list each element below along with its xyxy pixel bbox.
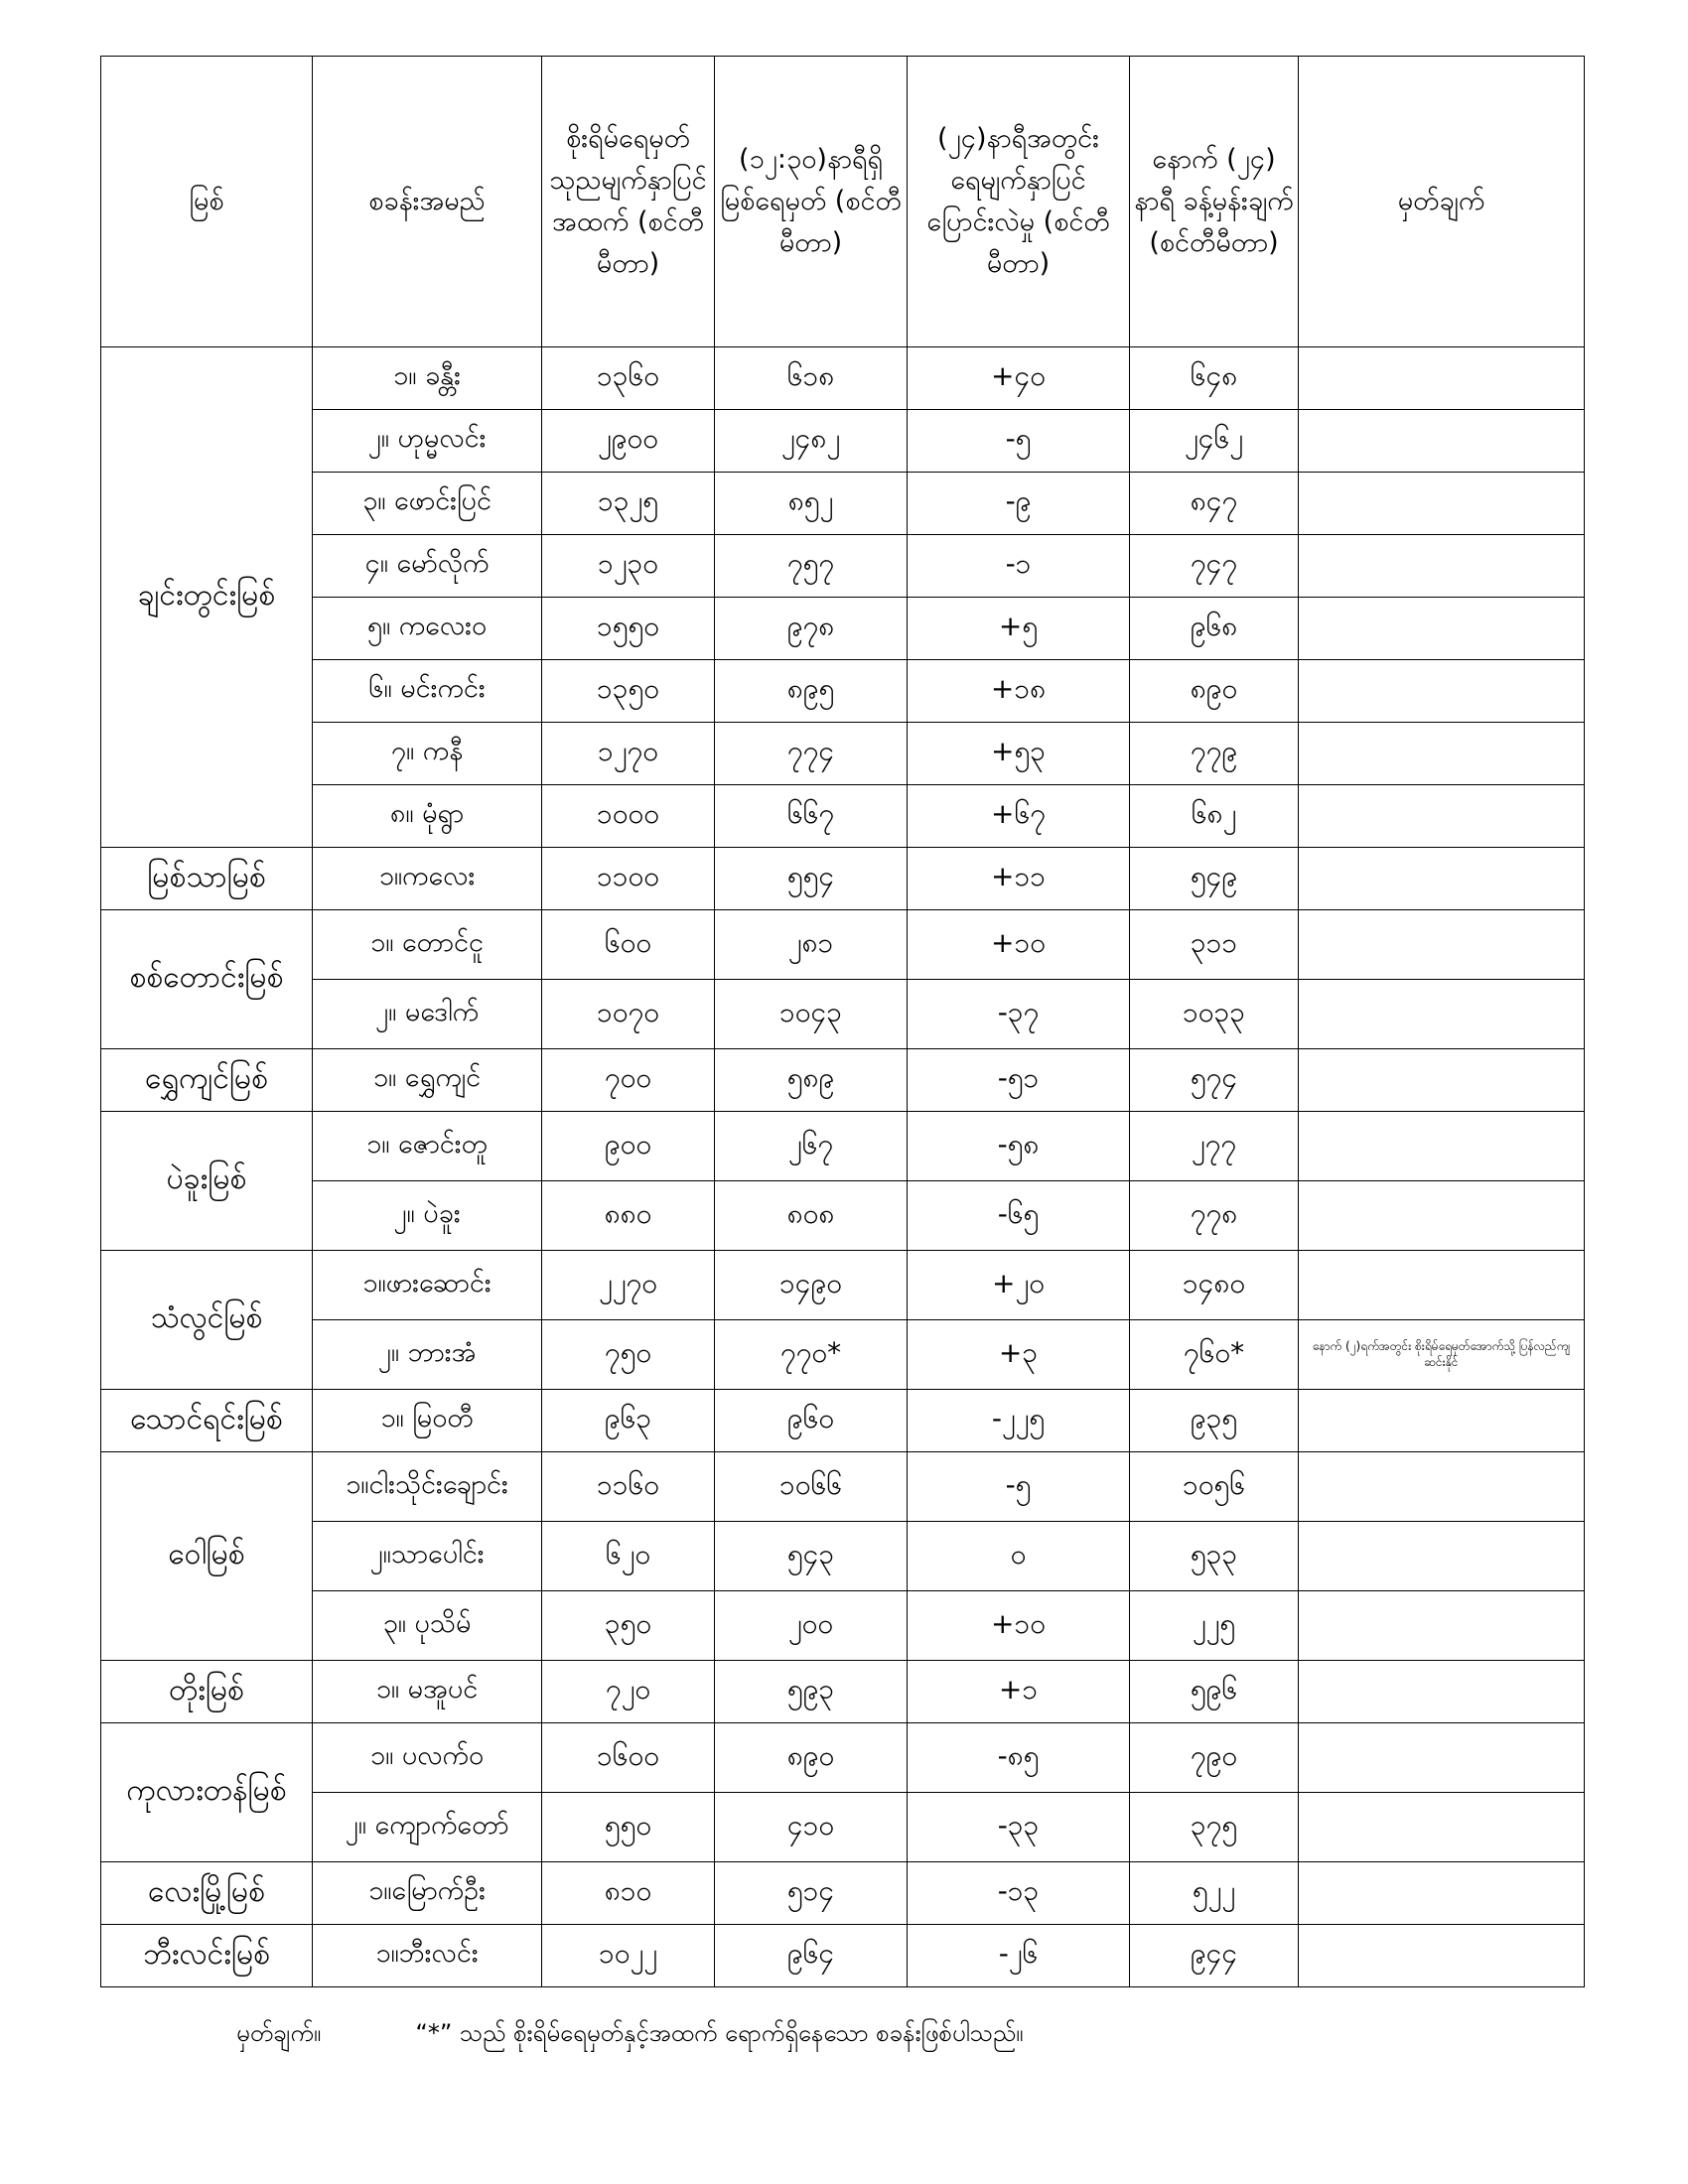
header-river: မြစ် — [101, 57, 313, 347]
table-row — [101, 910, 1585, 980]
forecast-cell: ၇၉၀ — [1130, 1723, 1299, 1793]
change-cell: -၃၃ — [908, 1793, 1130, 1862]
table-row — [101, 1452, 1585, 1522]
table-row — [101, 1522, 1585, 1591]
current-level-cell: ၅၈၉ — [715, 1049, 908, 1112]
table-row — [101, 723, 1585, 785]
station-name-cell: ၁။ငါးသိုင်းချောင်း — [313, 1452, 542, 1522]
forecast-cell: ၇၇၉ — [1130, 723, 1299, 785]
forecast-cell: ၁၄၈၀ — [1130, 1251, 1299, 1320]
remark-cell — [1299, 473, 1585, 535]
current-level-cell: ၇၅၇ — [715, 535, 908, 598]
danger-level-cell: ၁၀၀၀ — [542, 785, 715, 848]
change-cell: +၄၀ — [908, 347, 1130, 410]
remark-cell — [1299, 1522, 1585, 1591]
current-level-cell: ၆၁၈ — [715, 347, 908, 410]
current-level-cell: ၈၉၀ — [715, 1723, 908, 1793]
remark-cell: နောက် (၂)ရက်အတွင်း စိုးရိမ်ရေမှတ်အောက်သို့ ပြန်လည်ကျဆင်းနိုင် — [1299, 1320, 1585, 1390]
forecast-cell: ၁၀၅၆ — [1130, 1452, 1299, 1522]
forecast-cell: ၇၆၀* — [1130, 1320, 1299, 1390]
current-level-cell: ၂၀၀ — [715, 1591, 908, 1661]
station-name-cell: ၈။ မုံရွာ — [313, 785, 542, 848]
station-name-cell: ၂။သာပေါင်း — [313, 1522, 542, 1591]
danger-level-cell: ၈၈၀ — [542, 1181, 715, 1251]
river-name-cell: ပဲခူးမြစ် — [101, 1112, 313, 1251]
station-name-cell: ၁။ ခန္တီး — [313, 347, 542, 410]
station-name-cell: ၁။ကလေး — [313, 848, 542, 910]
current-level-cell: ၇၇၀* — [715, 1320, 908, 1390]
remark-cell — [1299, 410, 1585, 473]
header-remarks: မှတ်ချက် — [1299, 57, 1585, 347]
danger-level-cell: ၈၁၀ — [542, 1862, 715, 1925]
forecast-cell: ၃၁၁ — [1130, 910, 1299, 980]
station-name-cell: ၁။မြောက်ဦး — [313, 1862, 542, 1925]
station-name-cell: ၁။ တောင်ငူ — [313, 910, 542, 980]
danger-level-cell: ၉၆၃ — [542, 1390, 715, 1452]
station-name-cell: ၁။ မြဝတီ — [313, 1390, 542, 1452]
remark-cell — [1299, 848, 1585, 910]
header-forecast: နောက် (၂၄) နာရီ ခန့်မှန်းချက် (စင်တီမီတာ) — [1130, 57, 1299, 347]
table-row — [101, 410, 1585, 473]
table-row — [101, 1862, 1585, 1925]
change-cell: -၅၈ — [908, 1112, 1130, 1181]
table-row — [101, 1661, 1585, 1723]
table-row — [101, 1112, 1585, 1181]
forecast-cell: ၆၄၈ — [1130, 347, 1299, 410]
danger-level-cell: ၇၂၀ — [542, 1661, 715, 1723]
remark-cell — [1299, 1862, 1585, 1925]
forecast-cell: ၂၄၆၂ — [1130, 410, 1299, 473]
footnote — [236, 2017, 1023, 2053]
river-name-cell: ဘီးလင်းမြစ် — [101, 1925, 313, 1987]
change-cell: +၁၈ — [908, 660, 1130, 723]
forecast-cell: ၉၆၈ — [1130, 598, 1299, 660]
remark-cell — [1299, 535, 1585, 598]
change-cell: -၅ — [908, 410, 1130, 473]
current-level-cell: ၅၉၃ — [715, 1661, 908, 1723]
table-row — [101, 1320, 1585, 1390]
table-row — [101, 347, 1585, 410]
remark-cell — [1299, 1181, 1585, 1251]
change-cell: +၅ — [908, 598, 1130, 660]
danger-level-cell: ၁၆၀၀ — [542, 1723, 715, 1793]
current-level-cell: ၈၉၅ — [715, 660, 908, 723]
station-name-cell: ၁။ဖားဆောင်း — [313, 1251, 542, 1320]
table-row — [101, 848, 1585, 910]
current-level-cell: ၉၆၄ — [715, 1925, 908, 1987]
river-name-cell: ဝေါမြစ် — [101, 1452, 313, 1661]
station-name-cell: ၇။ ကနီ — [313, 723, 542, 785]
forecast-cell: ၉၃၅ — [1130, 1390, 1299, 1452]
header-current-level: (၁၂:၃၀)နာရီရှိ မြစ်ရေမှတ် (စင်တီမီတာ) — [715, 57, 908, 347]
remark-cell — [1299, 1049, 1585, 1112]
station-name-cell: ၁။ မအူပင် — [313, 1661, 542, 1723]
remark-cell — [1299, 660, 1585, 723]
table-row — [101, 473, 1585, 535]
current-level-cell: ၂၆၇ — [715, 1112, 908, 1181]
danger-level-cell: ၆၀၀ — [542, 910, 715, 980]
change-cell: -၅ — [908, 1452, 1130, 1522]
station-name-cell: ၁။ ပလက်ဝ — [313, 1723, 542, 1793]
current-level-cell: ၂၄၈၂ — [715, 410, 908, 473]
remark-cell — [1299, 1925, 1585, 1987]
change-cell: ၀ — [908, 1522, 1130, 1591]
river-name-cell: လေးမြို့မြစ် — [101, 1862, 313, 1925]
change-cell: -၆၅ — [908, 1181, 1130, 1251]
river-name-cell: ရွှေကျင်မြစ် — [101, 1049, 313, 1112]
current-level-cell: ၅၄၃ — [715, 1522, 908, 1591]
current-level-cell: ၁၀၆၆ — [715, 1452, 908, 1522]
remark-cell — [1299, 1390, 1585, 1452]
danger-level-cell: ၁၁၀၀ — [542, 848, 715, 910]
forecast-cell: ၁၀၃၃ — [1130, 980, 1299, 1049]
remark-cell — [1299, 1661, 1585, 1723]
forecast-cell: ၂၂၅ — [1130, 1591, 1299, 1661]
header-row — [101, 57, 1585, 347]
remark-cell — [1299, 1591, 1585, 1661]
remark-cell — [1299, 1251, 1585, 1320]
table-row — [101, 1591, 1585, 1661]
danger-level-cell: ၁၂၇၀ — [542, 723, 715, 785]
change-cell: -၈၅ — [908, 1723, 1130, 1793]
change-cell: -၁ — [908, 535, 1130, 598]
table-row — [101, 1049, 1585, 1112]
remark-cell — [1299, 1793, 1585, 1862]
current-level-cell: ၈၅၂ — [715, 473, 908, 535]
danger-level-cell: ၃၅၀ — [542, 1591, 715, 1661]
current-level-cell: ၁၄၉၀ — [715, 1251, 908, 1320]
header-change: (၂၄)နာရီအတွင်း ရေမျက်နှာပြင် ပြောင်းလဲမှု (စင်တီမီတာ) — [908, 57, 1130, 347]
station-name-cell: ၁။ ရွှေကျင် — [313, 1049, 542, 1112]
footnote-text: “*” သည် စိုးရိမ်ရေမှတ်နှင့်အထက် ရောက်ရှိနေသော စခန်းဖြစ်ပါသည်။ — [415, 2019, 1024, 2047]
river-name-cell: သောင်ရင်းမြစ် — [101, 1390, 313, 1452]
remark-cell — [1299, 785, 1585, 848]
danger-level-cell: ၇၅၀ — [542, 1320, 715, 1390]
danger-level-cell: ၁၀၇၀ — [542, 980, 715, 1049]
station-name-cell: ၂။ ဘားအံ — [313, 1320, 542, 1390]
river-name-cell: သံလွင်မြစ် — [101, 1251, 313, 1390]
remark-cell — [1299, 723, 1585, 785]
station-name-cell: ၂။ ဟုမ္မလင်း — [313, 410, 542, 473]
change-cell: +၁၁ — [908, 848, 1130, 910]
forecast-cell: ၈၄၇ — [1130, 473, 1299, 535]
remark-cell — [1299, 598, 1585, 660]
danger-level-cell: ၁၂၃၀ — [542, 535, 715, 598]
remark-cell — [1299, 347, 1585, 410]
table-row — [101, 660, 1585, 723]
danger-level-cell: ၂၂၇၀ — [542, 1251, 715, 1320]
remark-cell — [1299, 1452, 1585, 1522]
forecast-cell: ၇၄၇ — [1130, 535, 1299, 598]
river-name-cell: ချင်းတွင်းမြစ် — [101, 347, 313, 848]
change-cell: -၅၁ — [908, 1049, 1130, 1112]
change-cell: +၁၀ — [908, 1591, 1130, 1661]
forecast-cell: ၉၄၄ — [1130, 1925, 1299, 1987]
current-level-cell: ၅၅၄ — [715, 848, 908, 910]
station-name-cell: ၂။ မဒေါက် — [313, 980, 542, 1049]
current-level-cell: ၇၇၄ — [715, 723, 908, 785]
remark-cell — [1299, 910, 1585, 980]
forecast-cell: ၃၇၅ — [1130, 1793, 1299, 1862]
current-level-cell: ၉၆၀ — [715, 1390, 908, 1452]
station-name-cell: ၆။ မင်းကင်း — [313, 660, 542, 723]
table-row — [101, 1390, 1585, 1452]
danger-level-cell: ၁၃၆၀ — [542, 347, 715, 410]
forecast-cell: ၅၂၂ — [1130, 1862, 1299, 1925]
forecast-cell: ၈၉၀ — [1130, 660, 1299, 723]
danger-level-cell: ၁၁၆၀ — [542, 1452, 715, 1522]
river-name-cell: စစ်တောင်းမြစ် — [101, 910, 313, 1049]
table-body — [101, 347, 1585, 1987]
change-cell: +၃ — [908, 1320, 1130, 1390]
danger-level-cell: ၇၀၀ — [542, 1049, 715, 1112]
table-row — [101, 1723, 1585, 1793]
current-level-cell: ၈၀၈ — [715, 1181, 908, 1251]
change-cell: -၁၃ — [908, 1862, 1130, 1925]
change-cell: +၆၇ — [908, 785, 1130, 848]
current-level-cell: ၆၆၇ — [715, 785, 908, 848]
header-danger-level: စိုးရိမ်ရေမှတ် သုညမျက်နှာပြင် အထက် (စင်တီမီတာ) — [542, 57, 715, 347]
current-level-cell: ၄၁၀ — [715, 1793, 908, 1862]
river-name-cell: တိုးမြစ် — [101, 1661, 313, 1723]
header-station: စခန်းအမည် — [313, 57, 542, 347]
remark-cell — [1299, 1723, 1585, 1793]
change-cell: +၁၀ — [908, 910, 1130, 980]
station-name-cell: ၁။ဘီးလင်း — [313, 1925, 542, 1987]
station-name-cell: ၂။ ကျောက်တော် — [313, 1793, 542, 1862]
danger-level-cell: ၉၀၀ — [542, 1112, 715, 1181]
footnote-label: မှတ်ချက်။ — [236, 2019, 322, 2047]
station-name-cell: ၁။ ဇောင်းတူ — [313, 1112, 542, 1181]
danger-level-cell: ၁၅၅၀ — [542, 598, 715, 660]
current-level-cell: ၅၁၄ — [715, 1862, 908, 1925]
table-row — [101, 980, 1585, 1049]
forecast-cell: ၆၈၂ — [1130, 785, 1299, 848]
forecast-cell: ၇၇၈ — [1130, 1181, 1299, 1251]
table-row — [101, 535, 1585, 598]
station-name-cell: ၃။ ဖောင်းပြင် — [313, 473, 542, 535]
remark-cell — [1299, 980, 1585, 1049]
station-name-cell: ၅။ ကလေးဝ — [313, 598, 542, 660]
change-cell: +၁ — [908, 1661, 1130, 1723]
current-level-cell: ၁၀၄၃ — [715, 980, 908, 1049]
change-cell: +၅၃ — [908, 723, 1130, 785]
table-row — [101, 1251, 1585, 1320]
forecast-cell: ၅၄၉ — [1130, 848, 1299, 910]
change-cell: +၂၀ — [908, 1251, 1130, 1320]
danger-level-cell: ၆၂၀ — [542, 1522, 715, 1591]
table-row — [101, 1181, 1585, 1251]
danger-level-cell: ၁၃၅၀ — [542, 660, 715, 723]
danger-level-cell: ၂၉၀၀ — [542, 410, 715, 473]
danger-level-cell: ၅၅၀ — [542, 1793, 715, 1862]
river-level-table — [100, 56, 1585, 1987]
station-name-cell: ၃။ ပုသိမ် — [313, 1591, 542, 1661]
forecast-cell: ၂၇၇ — [1130, 1112, 1299, 1181]
river-name-cell: မြစ်သာမြစ် — [101, 848, 313, 910]
change-cell: -၂၂၅ — [908, 1390, 1130, 1452]
change-cell: -၉ — [908, 473, 1130, 535]
current-level-cell: ၂၈၁ — [715, 910, 908, 980]
station-name-cell: ၄။ မော်လိုက် — [313, 535, 542, 598]
forecast-cell: ၅၇၄ — [1130, 1049, 1299, 1112]
danger-level-cell: ၁၀၂၂ — [542, 1925, 715, 1987]
current-level-cell: ၉၇၈ — [715, 598, 908, 660]
table-row — [101, 1793, 1585, 1862]
change-cell: -၃၇ — [908, 980, 1130, 1049]
station-name-cell: ၂။ ပဲခူး — [313, 1181, 542, 1251]
forecast-cell: ၅၉၆ — [1130, 1661, 1299, 1723]
table-row — [101, 785, 1585, 848]
forecast-cell: ၅၃၃ — [1130, 1522, 1299, 1591]
table-row — [101, 1925, 1585, 1987]
table-row — [101, 598, 1585, 660]
river-name-cell: ကုလားတန်မြစ် — [101, 1723, 313, 1862]
change-cell: -၂၆ — [908, 1925, 1130, 1987]
remark-cell — [1299, 1112, 1585, 1181]
danger-level-cell: ၁၃၂၅ — [542, 473, 715, 535]
